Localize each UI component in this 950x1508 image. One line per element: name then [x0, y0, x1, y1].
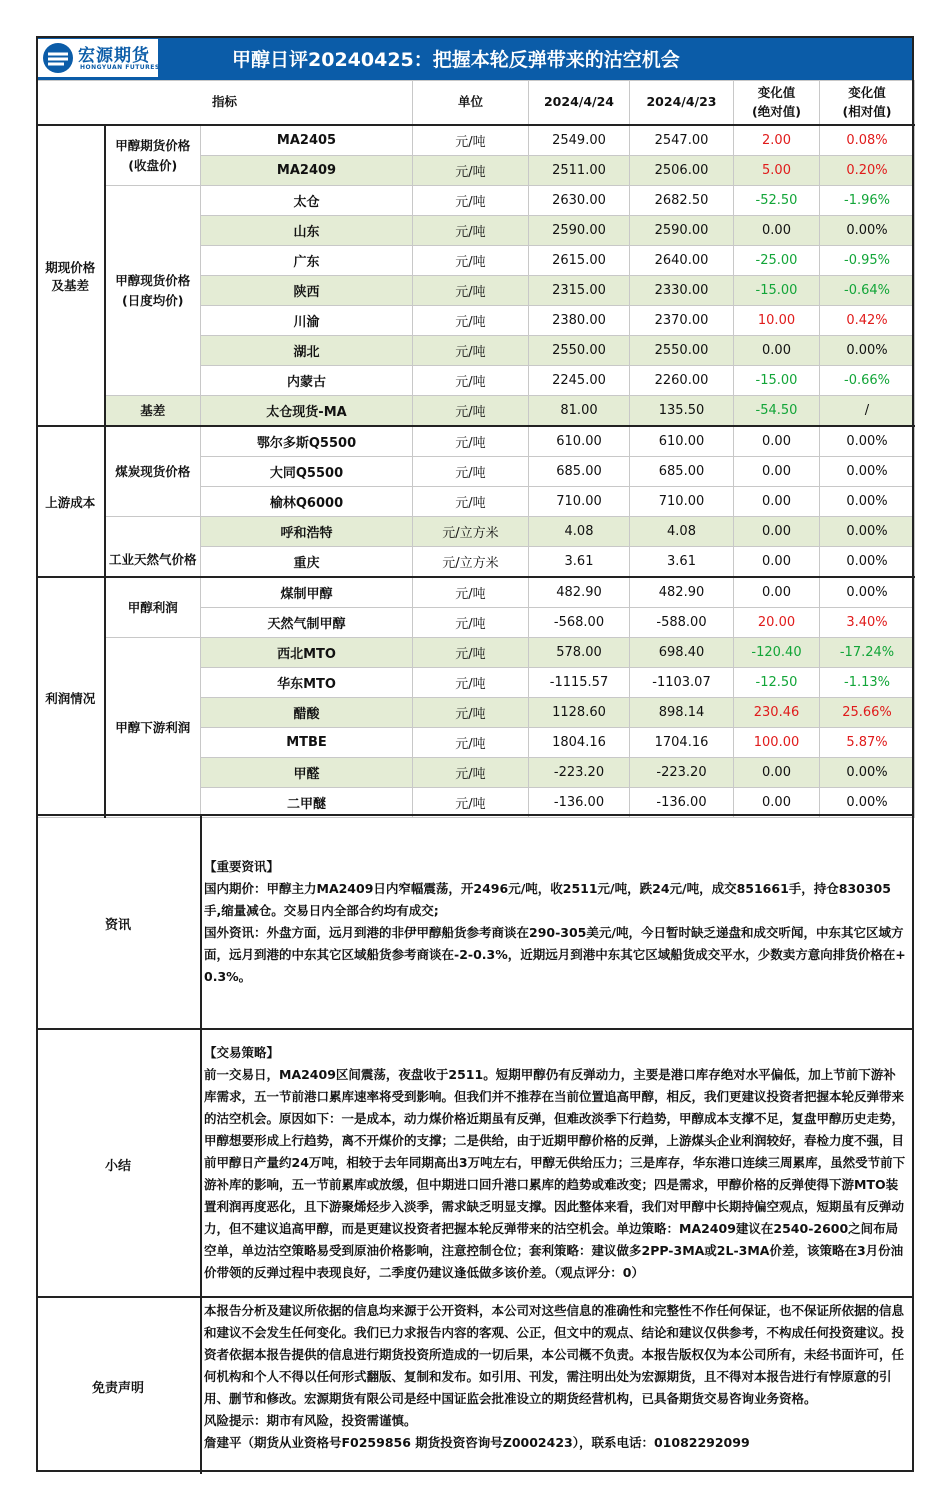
- value-previous: -588.00: [630, 608, 734, 638]
- news-text: 【重要资讯】 国内期价：甲醇主力MA2409日内窄幅震荡，开2496元/吨，收2511元/吨，跌24元/吨，成交851661手，持仓830305手,缩量减仓。交易日内全部合约均有成交; 国外资讯：外盘方面，远月到港的非伊甲醇船货参考商谈在290-305美元/吨，今日暂时缺乏递盘和成交听闻，中东其它区域方面，远月到港的中东其它区域船货参考商谈在-2-0.3%，近期远月到港中东其它区域船货成交平水，少数卖方意向排货价格在+0.3%。: [204, 859, 906, 984]
- table-header-row: [37, 81, 915, 126]
- value-current: -223.20: [529, 758, 630, 788]
- change-absolute: 100.00: [734, 728, 820, 758]
- unit-cell: 元/吨: [413, 125, 529, 156]
- change-absolute: 0.00: [734, 336, 820, 366]
- subcategory-futures: 甲醇期货价格 (收盘价): [105, 125, 201, 186]
- indicator-name: 榆林Q6000: [201, 487, 413, 517]
- value-current: 685.00: [529, 457, 630, 487]
- value-current: 710.00: [529, 487, 630, 517]
- value-current: 2511.00: [529, 156, 630, 186]
- report-title: 甲醇日评20240425：把握本轮反弹带来的沽空机会: [232, 49, 680, 71]
- value-current: 2615.00: [529, 246, 630, 276]
- indicator-name: 煤制甲醇: [201, 577, 413, 608]
- value-previous: 2506.00: [630, 156, 734, 186]
- table-row: [37, 577, 915, 608]
- category-upstream: 上游成本: [37, 426, 105, 577]
- value-previous: 898.14: [630, 698, 734, 728]
- indicator-name: 西北MTO: [201, 638, 413, 668]
- change-relative: 0.00%: [820, 216, 915, 246]
- change-absolute: 0.00: [734, 426, 820, 457]
- value-current: 2380.00: [529, 306, 630, 336]
- change-relative: -0.64%: [820, 276, 915, 306]
- value-previous: 135.50: [630, 396, 734, 427]
- logo-subtext: HONGYUAN FUTURES: [80, 64, 160, 71]
- change-absolute: 0.00: [734, 547, 820, 578]
- indicator-name: 太仓现货-MA: [201, 396, 413, 427]
- subcategory-spot: 甲醇现货价格 (日度均价): [105, 186, 201, 396]
- change-relative: 3.40%: [820, 608, 915, 638]
- indicator-name: MA2405: [201, 125, 413, 156]
- unit-cell: 元/吨: [413, 186, 529, 216]
- value-current: 2549.00: [529, 125, 630, 156]
- change-absolute: 0.00: [734, 758, 820, 788]
- change-absolute: -54.50: [734, 396, 820, 427]
- indicator-name: 陕西: [201, 276, 413, 306]
- unit-cell: 元/吨: [413, 487, 529, 517]
- indicator-name: 大同Q5500: [201, 457, 413, 487]
- change-relative: -1.96%: [820, 186, 915, 216]
- change-relative: 0.00%: [820, 426, 915, 457]
- value-current: 482.90: [529, 577, 630, 608]
- summary-label: 小结: [36, 1030, 202, 1298]
- indicator-name: 鄂尔多斯Q5500: [201, 426, 413, 457]
- value-previous: -223.20: [630, 758, 734, 788]
- value-previous: 2330.00: [630, 276, 734, 306]
- table-row: [37, 186, 915, 216]
- unit-cell: 元/吨: [413, 577, 529, 608]
- indicator-name: 天然气制甲醇: [201, 608, 413, 638]
- column-header-unit: 单位: [413, 81, 529, 126]
- unit-cell: 元/吨: [413, 608, 529, 638]
- value-current: 2590.00: [529, 216, 630, 246]
- change-absolute: -120.40: [734, 638, 820, 668]
- change-absolute: -25.00: [734, 246, 820, 276]
- column-header-rel-change: 变化值 (相对值): [820, 81, 915, 126]
- change-relative: 0.08%: [820, 125, 915, 156]
- disclaimer-section: [36, 1296, 914, 1474]
- table-row: [37, 638, 915, 668]
- change-absolute: 230.46: [734, 698, 820, 728]
- change-absolute: 5.00: [734, 156, 820, 186]
- unit-cell: 元/吨: [413, 426, 529, 457]
- change-relative: 0.00%: [820, 758, 915, 788]
- value-previous: 2547.00: [630, 125, 734, 156]
- value-previous: 2370.00: [630, 306, 734, 336]
- change-absolute: 0.00: [734, 517, 820, 547]
- table-row: [37, 125, 915, 156]
- value-current: 1804.16: [529, 728, 630, 758]
- indicator-name: MTBE: [201, 728, 413, 758]
- category-profit: 利润情况: [37, 577, 105, 818]
- column-header-date2: 2024/4/23: [630, 81, 734, 126]
- unit-cell: 元/吨: [413, 336, 529, 366]
- value-current: -136.00: [529, 788, 630, 818]
- change-absolute: -52.50: [734, 186, 820, 216]
- change-absolute: 0.00: [734, 216, 820, 246]
- value-previous: 3.61: [630, 547, 734, 578]
- table-row: [37, 396, 915, 427]
- column-header-date1: 2024/4/24: [529, 81, 630, 126]
- subcategory-basis: 基差: [105, 396, 201, 427]
- value-current: 4.08: [529, 517, 630, 547]
- change-relative: 0.00%: [820, 336, 915, 366]
- subcategory-downstream-profit: 甲醇下游利润: [105, 638, 201, 818]
- indicator-name: 呼和浩特: [201, 517, 413, 547]
- indicator-name: 川渝: [201, 306, 413, 336]
- change-relative: 0.00%: [820, 577, 915, 608]
- table-row: [37, 426, 915, 457]
- value-current: 2630.00: [529, 186, 630, 216]
- unit-cell: 元/吨: [413, 638, 529, 668]
- change-absolute: 2.00: [734, 125, 820, 156]
- company-logo: [38, 39, 158, 77]
- indicator-name: 广东: [201, 246, 413, 276]
- table-row: [37, 517, 915, 547]
- indicator-name: 太仓: [201, 186, 413, 216]
- indicator-name: 醋酸: [201, 698, 413, 728]
- value-current: 610.00: [529, 426, 630, 457]
- unit-cell: 元/吨: [413, 276, 529, 306]
- value-current: -568.00: [529, 608, 630, 638]
- value-previous: 2640.00: [630, 246, 734, 276]
- value-current: 578.00: [529, 638, 630, 668]
- value-current: 2245.00: [529, 366, 630, 396]
- value-previous: 698.40: [630, 638, 734, 668]
- value-previous: -136.00: [630, 788, 734, 818]
- unit-cell: 元/吨: [413, 306, 529, 336]
- change-relative: 0.00%: [820, 547, 915, 578]
- value-previous: 2260.00: [630, 366, 734, 396]
- indicator-name: 甲醛: [201, 758, 413, 788]
- value-previous: 1704.16: [630, 728, 734, 758]
- indicator-table: [36, 80, 915, 818]
- subcategory-methanol-profit: 甲醇利润: [105, 577, 201, 638]
- news-label: 资讯: [36, 816, 202, 1030]
- subcategory-coal: 煤炭现货价格: [105, 426, 201, 517]
- unit-cell: 元/立方米: [413, 547, 529, 578]
- category-spot: 期现价格 及基差: [37, 125, 105, 426]
- change-relative: -17.24%: [820, 638, 915, 668]
- unit-cell: 元/吨: [413, 396, 529, 427]
- change-relative: 0.00%: [820, 487, 915, 517]
- indicator-name: 湖北: [201, 336, 413, 366]
- unit-cell: 元/吨: [413, 728, 529, 758]
- unit-cell: 元/吨: [413, 366, 529, 396]
- value-current: -1115.57: [529, 668, 630, 698]
- unit-cell: 元/吨: [413, 758, 529, 788]
- change-absolute: 0.00: [734, 487, 820, 517]
- indicator-name: 重庆: [201, 547, 413, 578]
- logo-text: 宏源期货: [78, 46, 150, 66]
- value-previous: 2590.00: [630, 216, 734, 246]
- change-relative: -0.95%: [820, 246, 915, 276]
- disclaimer-label: 免责声明: [36, 1298, 202, 1474]
- change-absolute: 20.00: [734, 608, 820, 638]
- unit-cell: 元/吨: [413, 788, 529, 818]
- value-previous: 2550.00: [630, 336, 734, 366]
- value-current: 2550.00: [529, 336, 630, 366]
- report-sheet: [36, 36, 914, 1472]
- news-section: [36, 814, 914, 1030]
- change-relative: 5.87%: [820, 728, 915, 758]
- report-banner: [36, 36, 914, 80]
- change-relative: 0.42%: [820, 306, 915, 336]
- change-absolute: -12.50: [734, 668, 820, 698]
- value-previous: 710.00: [630, 487, 734, 517]
- indicator-name: 华东MTO: [201, 668, 413, 698]
- change-relative: -1.13%: [820, 668, 915, 698]
- column-header-abs-change: 变化值 (绝对值): [734, 81, 820, 126]
- value-previous: 2682.50: [630, 186, 734, 216]
- indicator-name: 山东: [201, 216, 413, 246]
- change-relative: 0.20%: [820, 156, 915, 186]
- value-current: 81.00: [529, 396, 630, 427]
- summary-section: [36, 1028, 914, 1298]
- unit-cell: 元/立方米: [413, 517, 529, 547]
- unit-cell: 元/吨: [413, 457, 529, 487]
- indicator-name: MA2409: [201, 156, 413, 186]
- value-previous: 482.90: [630, 577, 734, 608]
- value-current: 1128.60: [529, 698, 630, 728]
- change-relative: -0.66%: [820, 366, 915, 396]
- unit-cell: 元/吨: [413, 698, 529, 728]
- change-absolute: 0.00: [734, 577, 820, 608]
- value-previous: 610.00: [630, 426, 734, 457]
- change-relative: 0.00%: [820, 788, 915, 818]
- change-relative: 0.00%: [820, 457, 915, 487]
- indicator-name: 内蒙古: [201, 366, 413, 396]
- unit-cell: 元/吨: [413, 216, 529, 246]
- unit-cell: 元/吨: [413, 156, 529, 186]
- change-relative: 25.66%: [820, 698, 915, 728]
- change-absolute: 10.00: [734, 306, 820, 336]
- value-previous: 4.08: [630, 517, 734, 547]
- value-current: 2315.00: [529, 276, 630, 306]
- value-previous: -1103.07: [630, 668, 734, 698]
- summary-text: 【交易策略】 前一交易日，MA2409区间震荡，夜盘收于2511。短期甲醇仍有反弹动力，主要是港口库存绝对水平偏低，加上节前下游补库需求，五一节前港口累库速率将受到影响。但我们并不推荐在当前位置追高甲醇，相反，我们更建议投资者把握本轮反弹带来的沽空机会。原因如下：一是成本，动力煤价格近期虽有反弹，但难改淡季下行趋势，甲醇成本支撑不足，复盘甲醇历史走势，甲醇想要形成上行趋势，离不开煤价的支撑；二是供给，由于近期甲醇价格的反弹，上游煤头企业利润较好，春检力度不强，目前甲醇日产量约24万吨，相较于去年同期高出3万吨左右，甲醇无供给压力；三是库存，华东港口连续三周累库，虽然受节前下游补库的影响，五一节前累库或放缓，但中期进口回升港口累库的趋势或难改变；四是需求，甲醇价格的反弹使得下游MTO装置利润再度恶化，且下游聚烯烃步入淡季，需求缺乏明显支撑。因此整体来看，我们对甲醇中长期持偏空观点，短期虽有反弹动力，但不建议追高甲醇，而是更建议投资者把握本轮反弹带来的沽空机会。单边策略：MA2409建议在2540-2600之间布局空单，单边沽空策略易受到原油价格影响，注意控制仓位；套利策略：建议做多2PP-3MA或2L-3MA价差，该策略在3月份油价带领的反弹过程中表现良好，二季度仍建议逢低做多该价差。（观点评分：0）: [204, 1045, 906, 1280]
- hongyuan-logo-icon: [42, 42, 74, 74]
- change-relative: /: [820, 396, 915, 427]
- change-absolute: -15.00: [734, 276, 820, 306]
- value-previous: 685.00: [630, 457, 734, 487]
- change-relative: 0.00%: [820, 517, 915, 547]
- value-current: 3.61: [529, 547, 630, 578]
- column-header-indicator: 指标: [37, 81, 413, 126]
- subcategory-gas: 工业天然气价格: [105, 517, 201, 578]
- indicator-name: 二甲醚: [201, 788, 413, 818]
- unit-cell: 元/吨: [413, 246, 529, 276]
- disclaimer-text: 本报告分析及建议所依据的信息均来源于公开资料，本公司对这些信息的准确性和完整性不作任何保证，也不保证所依据的信息和建议不会发生任何变化。我们已力求报告内容的客观、公正，但文中的观点、结论和建议仅供参考，不构成任何投资建议。投资者依据本报告提供的信息进行期货投资所造成的一切后果，本公司概不负责。本报告版权仅为本公司所有，未经书面许可，任何机构和个人不得以任何形式翻版、复制和发布。如引用、刊发，需注明出处为宏源期货，且不得对本报告进行有悖原意的引用、删节和修改。宏源期货有限公司是经中国证监会批准设立的期货经营机构，已具备期货交易咨询业务资格。 风险提示：期市有风险，投资需谨慎。 詹建平（期货从业资格号F0259856 期货投资咨询号Z0002423），联系电话：01082292099: [204, 1303, 905, 1450]
- change-absolute: 0.00: [734, 457, 820, 487]
- change-absolute: -15.00: [734, 366, 820, 396]
- unit-cell: 元/吨: [413, 668, 529, 698]
- change-absolute: 0.00: [734, 788, 820, 818]
